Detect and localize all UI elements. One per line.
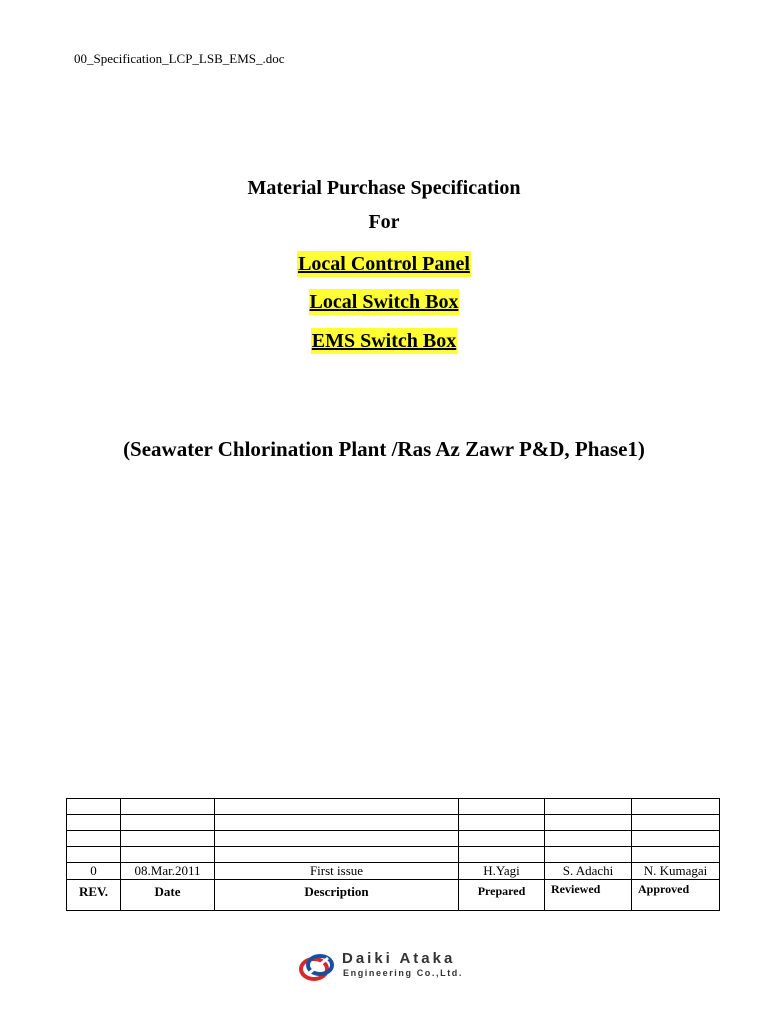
table-row bbox=[67, 799, 720, 815]
spec-title: Material Purchase Specification bbox=[247, 177, 521, 199]
spec-item-local-switch-box bbox=[0, 292, 768, 312]
rev-reviewed: S. Adachi bbox=[545, 863, 632, 880]
highlighted-text: EMS Switch Box bbox=[311, 330, 457, 352]
spec-item-local-control-panel bbox=[0, 254, 768, 274]
logo-company-subtitle: Engineering Co.,Ltd. bbox=[343, 968, 463, 978]
spec-item-ems-switch-box bbox=[0, 331, 768, 351]
table-row bbox=[67, 863, 720, 880]
rev-approved: N. Kumagai bbox=[632, 863, 720, 880]
table-row bbox=[67, 815, 720, 831]
table-row bbox=[67, 847, 720, 863]
logo-company-name: Daiki Ataka bbox=[342, 950, 456, 967]
rev-description: First issue bbox=[215, 863, 459, 880]
project-name: (Seawater Chlorination Plant /Ras Az Zawr P&D, Phase1) bbox=[123, 437, 645, 461]
highlighted-text: Local Control Panel bbox=[298, 253, 470, 275]
highlighted-text: Local Switch Box bbox=[309, 291, 459, 313]
company-logo bbox=[298, 950, 498, 984]
header-prepared: Prepared bbox=[459, 880, 545, 911]
header-rev: REV. bbox=[67, 880, 121, 911]
rev-number: 0 bbox=[67, 863, 121, 880]
daiki-ataka-logo-icon bbox=[298, 950, 338, 984]
rev-prepared: H.Yagi bbox=[459, 863, 545, 880]
header-approved: Approved bbox=[632, 880, 720, 911]
table-header-row bbox=[67, 880, 720, 911]
document-filename: 00_Specification_LCP_LSB_EMS_.doc bbox=[74, 51, 285, 66]
header-date: Date bbox=[121, 880, 215, 911]
rev-date: 08.Mar.2011 bbox=[121, 863, 215, 880]
revision-table bbox=[66, 798, 720, 911]
table-row bbox=[67, 831, 720, 847]
header-reviewed: Reviewed bbox=[545, 880, 632, 911]
spec-for: For bbox=[368, 211, 400, 233]
header-description: Description bbox=[215, 880, 459, 911]
